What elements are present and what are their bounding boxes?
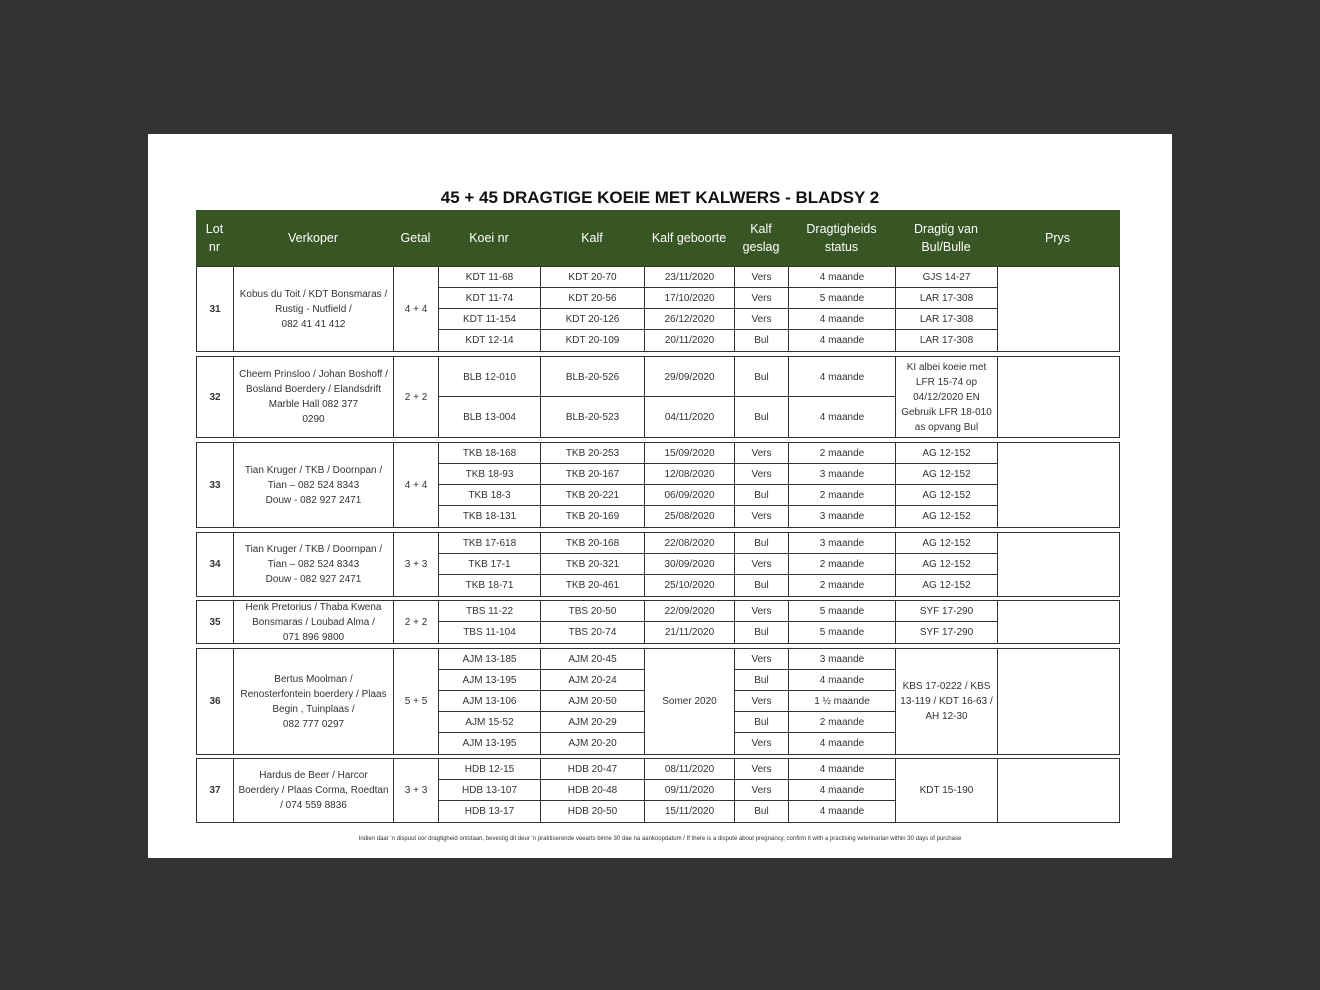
calf-number: AJM 20-50	[568, 696, 617, 707]
pregnant-by-bull: KI albei koeie met LFR 15-74 op 04/12/2020 EN Gebruik LFR 18-010 as opvang Bul	[901, 361, 992, 433]
calf-sex: Bul	[754, 806, 769, 817]
calf-number: TKB 20-169	[565, 511, 620, 522]
price-cell	[998, 649, 1119, 754]
pregnant-by-bull: AG 12-152	[922, 448, 971, 459]
header-verkoper: Verkoper	[287, 231, 339, 245]
cow-number: KDT 11-68	[465, 272, 514, 283]
pregnant-by-bull: KBS 17-0222 / KBS 13-119 / KDT 16-63 / AH 12-30	[900, 681, 993, 722]
header-kalf-geslag: Kalf geslag	[742, 222, 780, 254]
calf-sex: Vers	[751, 764, 772, 775]
calf-birth-date: 17/10/2020	[664, 293, 715, 304]
pregnant-by-bull: LAR 17-308	[919, 314, 974, 325]
seller-details: Hardus de Beer / Harcor Boerdery / Plaas Corma, Roedtan / 074 559 8836	[238, 770, 389, 811]
calf-sex: Vers	[751, 314, 772, 325]
lot-block	[196, 600, 1120, 644]
calf-sex: Vers	[751, 272, 772, 283]
pregnant-by-bull: SYF 17-290	[919, 627, 974, 638]
pregnancy-status: 4 maande	[819, 806, 865, 817]
pregnant-by-bull: LAR 17-308	[919, 293, 974, 304]
calf-number: AJM 20-24	[568, 675, 617, 686]
calf-sex: Bul	[754, 371, 769, 383]
animal-count: 2 + 2	[404, 616, 428, 628]
pregnant-by-bull: AG 12-152	[922, 469, 971, 480]
lot-block	[196, 266, 1120, 352]
price-cell	[998, 533, 1119, 596]
calf-birth-date: 29/09/2020	[664, 371, 715, 383]
calf-number: TBS 20-74	[568, 627, 617, 638]
calf-sex: Bul	[754, 580, 769, 591]
pregnancy-status: 5 maande	[819, 293, 865, 304]
calf-birth-date: 15/09/2020	[664, 448, 715, 459]
cow-number: KDT 12-14	[465, 335, 514, 346]
header-getal: Getal	[400, 231, 431, 245]
pregnant-by-bull: KDT 15-190	[919, 785, 974, 796]
calf-number: TKB 20-253	[565, 448, 620, 459]
calf-birth-date: 12/08/2020	[664, 469, 715, 480]
seller-details: Kobus du Toit / KDT Bonsmaras / Rustig - Nutfield / 082 41 41 412	[239, 288, 388, 330]
calf-sex: Vers	[751, 469, 772, 480]
pregnancy-status: 4 maande	[819, 738, 865, 749]
calf-birth-date: 04/11/2020	[664, 411, 715, 423]
calf-birth-date: 22/09/2020	[664, 606, 715, 617]
calf-number: KDT 20-70	[568, 272, 617, 283]
pregnancy-status: 4 maande	[819, 314, 865, 325]
cow-number: TBS 11-22	[465, 606, 514, 617]
calf-number: KDT 20-109	[565, 335, 620, 346]
calf-number: KDT 20-56	[568, 293, 617, 304]
calf-number: KDT 20-126	[565, 314, 620, 325]
calf-sex: Vers	[751, 559, 772, 570]
cow-number: HDB 13-17	[464, 806, 515, 817]
calf-sex: Bul	[754, 538, 769, 549]
price-cell	[998, 759, 1119, 822]
calf-number: TKB 20-167	[565, 469, 620, 480]
page-title: 45 + 45 DRAGTIGE KOEIE MET KALWERS - BLADSY 2	[440, 188, 880, 207]
header-dragtigheids-status: Dragtigheids status	[806, 222, 877, 254]
lot-block	[196, 532, 1120, 597]
calf-number: HDB 20-47	[567, 764, 618, 775]
lot-block	[196, 356, 1120, 438]
header-prys: Prys	[1045, 231, 1070, 245]
calf-number: TKB 20-168	[565, 538, 620, 549]
calf-birth-date: 25/10/2020	[664, 580, 715, 591]
calf-sex: Bul	[754, 335, 769, 346]
lot-number: 34	[209, 559, 221, 570]
cow-number: TKB 18-3	[468, 490, 511, 501]
price-cell	[998, 267, 1119, 351]
pregnant-by-bull: AG 12-152	[922, 490, 971, 501]
lot-number: 37	[209, 785, 221, 796]
animal-count: 3 + 3	[404, 559, 428, 570]
seller-details: Bertus Moolman / Renosterfontein boerdery / Plaas Begin , Tuinplaas / 082 777 0297	[240, 673, 387, 730]
footnote: Indien daar ’n dispuut oor dragtigheid ontstaan, bevestig dit deur ’n praktiserende veearts binne 30 dae na aankoopdatum / If there is a dispute about pregnancy, confirm it with a practising veterinarian within 30 days of purchase	[358, 836, 962, 842]
cow-number: TKB 17-618	[462, 538, 517, 549]
lot-block	[196, 442, 1120, 528]
calf-birth-date: 25/08/2020	[664, 511, 715, 522]
lot-block	[196, 648, 1120, 755]
calf-sex: Vers	[751, 654, 772, 665]
table-header	[196, 210, 1120, 266]
pregnancy-status: 2 maande	[819, 490, 865, 501]
cow-number: AJM 13-195	[462, 675, 517, 686]
cow-number: AJM 13-195	[462, 738, 517, 749]
calf-sex: Vers	[751, 511, 772, 522]
price-cell	[998, 601, 1119, 643]
pregnant-by-bull: AG 12-152	[922, 538, 971, 549]
seller-details: Cheem Prinsloo / Johan Boshoff / Bosland Boerdery / Elandsdrift Marble Hall 082 377 0290	[239, 369, 388, 425]
pregnancy-status: 1 ½ maande	[814, 696, 870, 707]
cow-number: AJM 13-185	[462, 654, 517, 665]
cow-number: AJM 13-106	[462, 696, 517, 707]
calf-sex: Bul	[754, 717, 769, 728]
calf-sex: Vers	[751, 448, 772, 459]
calf-sex: Bul	[754, 675, 769, 686]
calf-birth-date: 20/11/2020	[664, 335, 715, 346]
pregnancy-status: 2 maande	[819, 580, 865, 591]
calf-birth-date: 21/11/2020	[664, 627, 715, 638]
cow-number: TKB 18-131	[462, 511, 517, 522]
calf-number: TBS 20-50	[568, 606, 617, 617]
pregnancy-status: 4 maande	[819, 371, 865, 383]
pregnancy-status: 4 maande	[819, 764, 865, 775]
pregnant-by-bull: AG 12-152	[922, 511, 971, 522]
header-kalf: Kalf	[581, 231, 603, 245]
pregnant-by-bull: AG 12-152	[922, 580, 971, 591]
lot-number: 35	[209, 616, 221, 628]
pregnancy-status: 4 maande	[819, 675, 865, 686]
pregnancy-status: 4 maande	[819, 335, 865, 346]
header-kalf-geboorte: Kalf geboorte	[651, 231, 727, 245]
calf-number: HDB 20-48	[567, 785, 618, 796]
seller-details: Tian Kruger / TKB / Doornpan / Tian – 082 524 8343 Douw - 082 927 2471	[244, 544, 383, 585]
pregnancy-status: 3 maande	[819, 511, 865, 522]
cow-number: TKB 18-93	[465, 469, 514, 480]
seller-details: Tian Kruger / TKB / Doornpan / Tian – 082 524 8343 Douw - 082 927 2471	[244, 464, 383, 506]
cow-number: HDB 12-15	[464, 764, 515, 775]
pregnant-by-bull: GJS 14-27	[922, 272, 971, 283]
calf-birth-date: 15/11/2020	[664, 806, 715, 817]
pregnancy-status: 5 maande	[819, 606, 865, 617]
lot-number: 33	[209, 479, 221, 491]
animal-count: 4 + 4	[404, 303, 428, 315]
cow-number: TKB 18-168	[462, 448, 517, 459]
cow-number: TKB 17-1	[468, 559, 511, 570]
cow-number: HDB 13-107	[461, 785, 518, 796]
cow-number: BLB 12-010	[463, 371, 516, 383]
calf-birth-date: 22/08/2020	[664, 538, 715, 549]
price-cell	[998, 443, 1119, 527]
calf-number: AJM 20-20	[568, 738, 617, 749]
seller-details: Henk Pretorius / Thaba Kwena Bonsmaras / Loubad Alma / 071 896 9800	[245, 601, 382, 643]
calf-number: TKB 20-321	[565, 559, 620, 570]
calf-sex: Vers	[751, 293, 772, 304]
pregnant-by-bull: AG 12-152	[922, 559, 971, 570]
animal-count: 4 + 4	[404, 479, 428, 491]
calf-number: AJM 20-29	[568, 717, 617, 728]
cow-number: KDT 11-74	[465, 293, 514, 304]
calf-number: HDB 20-50	[567, 806, 618, 817]
calf-sex: Vers	[751, 785, 772, 796]
pregnancy-status: 4 maande	[819, 785, 865, 796]
lot-number: 32	[209, 391, 221, 403]
calf-sex: Vers	[751, 738, 772, 749]
calf-birth-date: 26/12/2020	[664, 314, 715, 325]
calf-birth-date: 23/11/2020	[664, 272, 715, 283]
pregnancy-status: 2 maande	[819, 559, 865, 570]
document-page	[148, 134, 1172, 858]
animal-count: 3 + 3	[404, 785, 428, 796]
calf-sex: Bul	[754, 627, 769, 638]
pregnancy-status: 3 maande	[819, 654, 865, 665]
calf-sex: Vers	[751, 696, 772, 707]
cow-number: BLB 13-004	[463, 411, 516, 423]
pregnancy-status: 2 maande	[819, 717, 865, 728]
pregnant-by-bull: SYF 17-290	[919, 606, 974, 617]
calf-birth-date: 30/09/2020	[664, 559, 715, 570]
calf-number: TKB 20-221	[565, 490, 620, 501]
calf-number: AJM 20-45	[568, 654, 617, 665]
calf-sex: Vers	[751, 606, 772, 617]
pregnancy-status: 3 maande	[819, 538, 865, 549]
header-koei-nr: Koei nr	[469, 231, 509, 245]
animal-count: 2 + 2	[404, 391, 428, 403]
header-lot-nr: Lot nr	[205, 222, 224, 254]
cow-number: TKB 18-71	[465, 580, 514, 591]
pregnancy-status: 4 maande	[819, 272, 865, 283]
calf-number: TKB 20-461	[565, 580, 620, 591]
calf-birth-date: 06/09/2020	[664, 490, 715, 501]
lot-block	[196, 758, 1120, 823]
calf-birth-date: Somer 2020	[662, 696, 717, 707]
calf-number: BLB-20-523	[565, 411, 620, 423]
pregnancy-status: 5 maande	[819, 627, 865, 638]
animal-count: 5 + 5	[404, 696, 428, 707]
calf-birth-date: 09/11/2020	[664, 785, 715, 796]
pregnant-by-bull: LAR 17-308	[919, 335, 974, 346]
cow-number: KDT 11-154	[463, 314, 516, 325]
calf-sex: Bul	[754, 411, 769, 423]
calf-number: BLB-20-526	[565, 371, 620, 383]
cow-number: TBS 11-104	[463, 627, 516, 638]
cow-number: AJM 15-52	[465, 717, 514, 728]
price-cell	[998, 357, 1119, 437]
lot-number: 31	[209, 303, 221, 315]
pregnancy-status: 3 maande	[819, 469, 865, 480]
header-dragtig-van: Dragtig van Bul/Bulle	[914, 222, 978, 254]
lot-number: 36	[209, 696, 221, 707]
pregnancy-status: 2 maande	[819, 448, 865, 459]
pregnancy-status: 4 maande	[819, 411, 865, 423]
calf-sex: Bul	[754, 490, 769, 501]
calf-birth-date: 08/11/2020	[664, 764, 715, 775]
